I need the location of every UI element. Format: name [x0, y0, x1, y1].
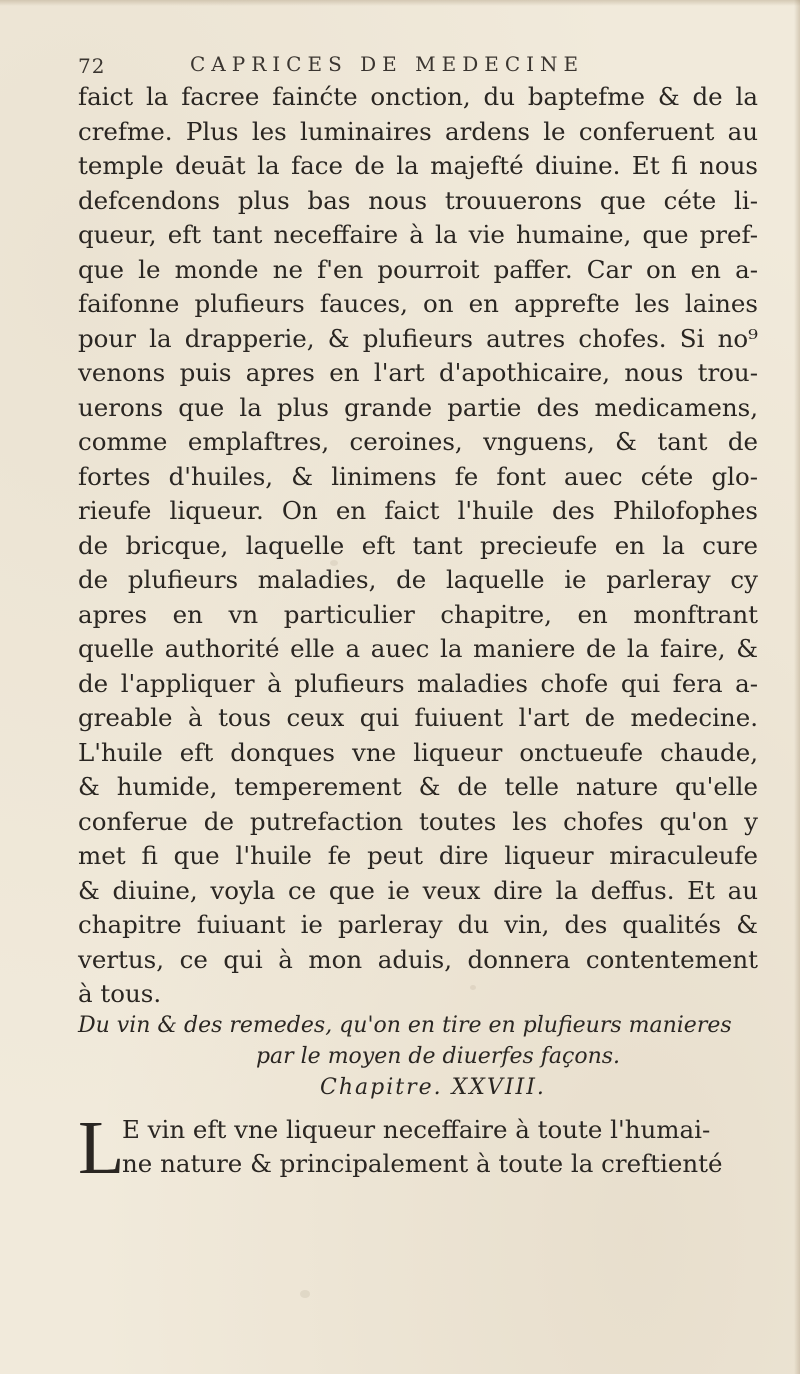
- text-line: E vin eft vne liqueur neceffaire à toute l'humai-: [122, 1115, 711, 1144]
- chapter-heading: [78, 1010, 758, 1103]
- text-line: de plufieurs maladies, de laquelle ie parleray cy: [78, 565, 758, 594]
- text-line: fortes d'huiles, & linimens fe font auec céte glo-: [78, 461, 758, 491]
- text-line: & humide, temperement & de telle nature qu'elle: [78, 772, 758, 801]
- chapter-opening: [78, 1106, 758, 1190]
- text-line: ne nature & principalement à toute la creftienté: [122, 1149, 723, 1178]
- chapter-title-line: par le moyen de diuerfes façons.: [255, 1044, 621, 1069]
- text-line: pour la drapperie, & plufieurs autres chofes. Si no⁹: [78, 323, 758, 353]
- text-line: & diuine, voyla ce que ie veux dire la deffus. Et au: [78, 875, 758, 905]
- text-line: queur, eft tant neceffaire à la vie humaine, que pref-: [78, 220, 758, 249]
- chapter-number: Chapitre. XXVIII.: [320, 1075, 546, 1100]
- text-line: L'huile eft donques vne liqueur onctueufe chaude,: [78, 737, 758, 767]
- text-line: venons puis apres en l'art d'apothicaire, nous trou-: [78, 358, 758, 387]
- text-line: conferue de putrefaction toutes les chofes qu'on y: [78, 806, 758, 836]
- page-number: 72: [78, 54, 106, 78]
- text-line: temple deuāt la face de la majefté diuine. Et fi nous: [78, 151, 758, 180]
- text-line: vertus, ce qui à mon aduis, donnera contentement: [78, 944, 758, 974]
- drop-cap: L: [78, 1106, 125, 1190]
- text-line: rieufe liqueur. On en faict l'huile des Philofophes: [78, 496, 758, 525]
- text-line: crefme. Plus les luminaires ardens le conferuent au: [78, 116, 758, 146]
- text-line: de bricque, laquelle eft tant precieufe en la cure: [78, 530, 758, 560]
- page-top-shadow: [0, 0, 800, 6]
- chapter-title-line: Du vin & des remedes, qu'on en tire en plufieurs manieres: [78, 1013, 732, 1038]
- page-header: [78, 48, 678, 82]
- text-line: quelle authorité elle a auec la maniere de la faire, &: [78, 634, 758, 663]
- text-line: uerons que la plus grande partie des medicamens,: [78, 392, 758, 422]
- text-line: defcendons plus bas nous trouuerons que céte li-: [78, 185, 758, 215]
- text-line: met fi que l'huile fe peut dire liqueur miraculeufe: [78, 841, 758, 870]
- text-line: à tous.: [78, 979, 162, 1008]
- text-line: apres en vn particulier chapitre, en monftrant: [78, 599, 758, 629]
- page-edge-shadow: [794, 0, 800, 1374]
- text-line: faict la facree fainćte onction, du baptefme & de la: [78, 82, 758, 111]
- body-text: [78, 80, 758, 1012]
- text-line: chapitre fuiuant ie parleray du vin, des qualités &: [78, 910, 758, 939]
- running-title: CAPRICES DE MEDECINE: [190, 52, 585, 76]
- text-line: que le monde ne f'en pourroit paffer. Car on en a-: [78, 254, 758, 284]
- text-line: de l'appliquer à plufieurs maladies chofe qui fera a-: [78, 668, 758, 698]
- text-line: comme emplaftres, ceroines, vnguens, & tant de: [78, 427, 758, 456]
- text-line: greable à tous ceux qui fuiuent l'art de medecine.: [78, 703, 758, 732]
- paper-stain: [300, 1290, 310, 1298]
- text-line: faifonne plufieurs fauces, on en apprefte les laines: [78, 289, 758, 318]
